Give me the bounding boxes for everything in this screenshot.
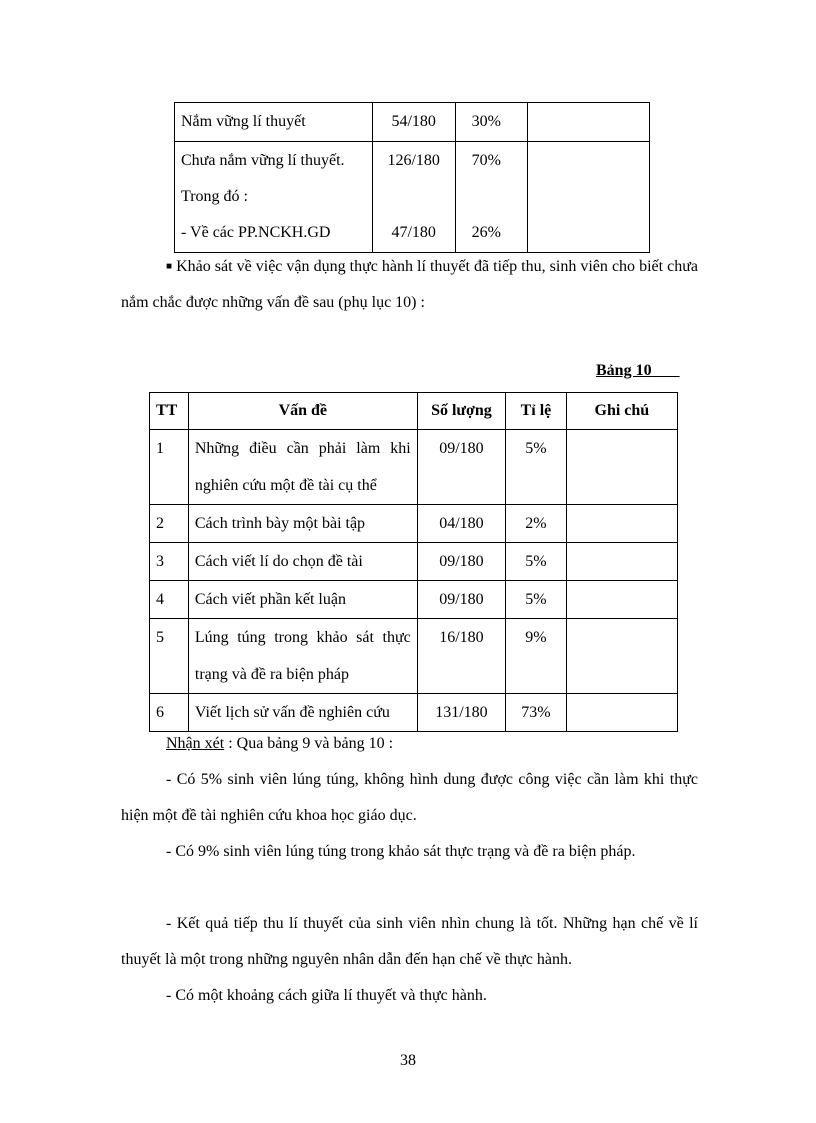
cell-note [566, 543, 677, 581]
cell-note [566, 581, 677, 619]
cell-note [566, 619, 677, 694]
table-row [175, 103, 650, 142]
cell-tt: 4 [150, 581, 189, 619]
cell-line: 126/180 [387, 152, 440, 169]
header-issue: Vấn đề [188, 393, 417, 430]
header-note: Ghi chú [566, 393, 677, 430]
intro-text: Khảo sát về việc vận dụng thực hành lí thuyết đã tiếp thu, sinh viên cho biết chưa nắm chắc được những vấn đề sau (phụ lục 10) : [121, 258, 698, 311]
cell-ratio: 5% [506, 581, 567, 619]
remarks-lead: : Qua bảng 9 và bảng 10 : [224, 735, 394, 752]
caption-text: Bảng 10 [596, 362, 652, 379]
cell-line: 47/180 [391, 224, 436, 241]
cell-line: 30% [471, 113, 501, 130]
table-caption [596, 362, 680, 380]
cell-line [472, 179, 522, 215]
cell-ratio: 2% [506, 505, 567, 543]
cell-count: 131/180 [417, 694, 505, 732]
cell-tt: 1 [150, 430, 189, 505]
header-tt: TT [150, 393, 189, 430]
cell-line [379, 179, 449, 215]
cell-count: 09/180 [417, 581, 505, 619]
table-header-row [150, 393, 678, 430]
cell-line: 70% [471, 152, 501, 169]
row-note [528, 103, 650, 142]
intro-paragraph [121, 249, 698, 321]
table-row [175, 142, 650, 253]
header-ratio: Tỉ lệ [506, 393, 567, 430]
page-number: 38 [400, 1052, 416, 1069]
row-note [528, 142, 650, 253]
cell-issue: Cách trình bày một bài tập [188, 505, 417, 543]
row-percent [455, 142, 528, 253]
remarks-heading [121, 726, 698, 762]
cell-ratio: 73% [506, 694, 567, 732]
remark-item: - Kết quả tiếp thu lí thuyết của sinh viên nhìn chung là tốt. Những hạn chế về lí thuyết là một trong những nguyên nhân dẫn đến hạn chế về thực hành. [121, 915, 698, 968]
table-row [150, 505, 678, 543]
row-label [175, 103, 373, 142]
square-bullet-icon: ■ [166, 261, 173, 272]
cell-line: Trong đó : [181, 188, 248, 205]
cell-count: 04/180 [417, 505, 505, 543]
practice-issues-table [149, 392, 678, 732]
cell-issue: Cách viết phần kết luận [188, 581, 417, 619]
cell-issue: Những điều cần phải làm khi nghiên cứu một đề tài cụ thể [188, 430, 417, 505]
table-row [150, 619, 678, 694]
header-count: Số lượng [417, 393, 505, 430]
cell-line: 54/180 [391, 113, 436, 130]
remark-item: - Có một khoảng cách giữa lí thuyết và thực hành. [166, 987, 487, 1004]
cell-ratio: 5% [506, 430, 567, 505]
remark-item: - Có 5% sinh viên lúng túng, không hình dung được công việc cần làm khi thực hiện một đề tài nghiên cứu khoa học giáo dục. [121, 771, 698, 824]
row-count [372, 103, 455, 142]
cell-line: Nắm vững lí thuyết [181, 113, 306, 130]
cell-line: - Về các PP.NCKH.GD [181, 224, 331, 241]
cell-count: 16/180 [417, 619, 505, 694]
cell-note [566, 505, 677, 543]
table-row [150, 543, 678, 581]
cell-tt: 5 [150, 619, 189, 694]
cell-issue: Lúng túng trong khảo sát thực trạng và đề ra biện pháp [188, 619, 417, 694]
row-label [175, 142, 373, 253]
cell-tt: 6 [150, 694, 189, 732]
cell-line: Chưa nắm vững lí thuyết. [181, 152, 345, 169]
cell-tt: 3 [150, 543, 189, 581]
row-percent [455, 103, 528, 142]
row-count [372, 142, 455, 253]
cell-tt: 2 [150, 505, 189, 543]
cell-issue: Viết lịch sử vấn đề nghiên cứu [188, 694, 417, 732]
remark-item: - Có 9% sinh viên lúng túng trong khảo sát thực trạng và đề ra biện pháp. [166, 843, 636, 860]
cell-count: 09/180 [417, 430, 505, 505]
cell-count: 09/180 [417, 543, 505, 581]
cell-ratio: 9% [506, 619, 567, 694]
cell-line: 26% [471, 224, 501, 241]
remarks-title: Nhận xét [166, 735, 225, 752]
cell-note [566, 430, 677, 505]
table-row [150, 430, 678, 505]
cell-issue: Cách viết lí do chọn đề tài [188, 543, 417, 581]
table-row [150, 581, 678, 619]
cell-ratio: 5% [506, 543, 567, 581]
survey-theory-table [174, 102, 650, 253]
